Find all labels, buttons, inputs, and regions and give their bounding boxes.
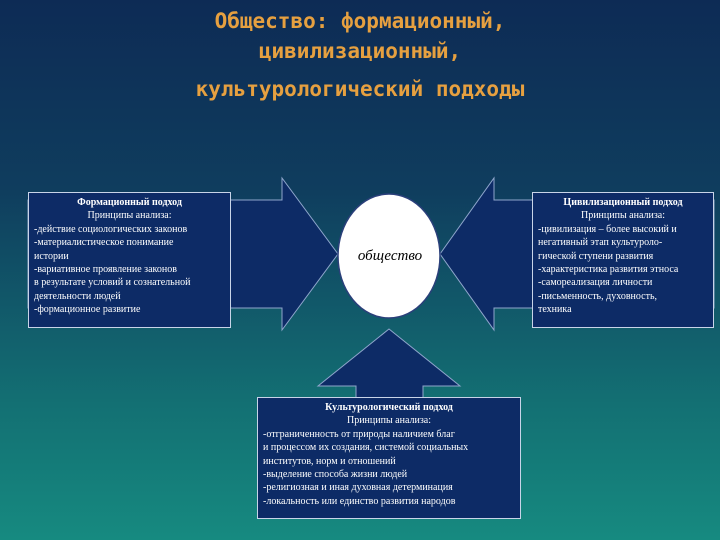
formation-line: -материалистическое понимание [34,237,174,249]
civilization-line: -самореализация личности [538,277,653,289]
culturological-line: -религиозная и иная духовная детерминация [263,482,453,494]
arrow-bottom-to-center [318,329,460,398]
culturological-heading: Культурологический подход [325,402,453,413]
formation-line: деятельности людей [34,290,121,302]
culturological-line: -выделение способа жизни людей [263,469,408,481]
civilization-line: негативный этап культуроло- [538,237,663,249]
civilization-line: -характеристика развития этноса [538,264,679,276]
formation-line: -формационное развитие [34,304,141,316]
formation-line: -вариативное проявление законов [34,264,177,276]
culturological-line: институтов, норм и отношений [263,455,396,467]
title-line-2: цивилизационный, [258,39,462,63]
title-line-3: культурологический подходы [195,77,525,101]
civilization-line: техника [538,304,572,316]
formation-line: в результате условий и сознательной [34,277,191,289]
formation-approach-box [28,192,231,328]
formation-line: -действие социологических законов [34,223,188,235]
civilization-heading: Цивилизационный подход [563,197,683,208]
culturological-line: и процессом их создания, системой социальных [263,442,469,454]
civilization-subheading: Принципы анализа: [580,210,666,222]
culturological-subheading: Принципы анализа: [346,415,432,427]
culturological-line: -отграниченность от природы наличием благ [263,428,455,440]
title-line-1: Общество: формационный, [214,9,506,33]
civilization-line: -письменность, духовность, [538,290,658,302]
culturological-approach-box [257,397,521,519]
formation-heading: Формационный подход [77,197,182,208]
civilization-line: гической ступени развития [538,250,654,262]
formation-line: истории [34,250,69,262]
civilization-approach-box [532,192,714,328]
civilization-line: -цивилизация – более высокий и [538,223,677,235]
formation-subheading: Принципы анализа: [87,210,172,222]
center-label: общество [357,248,423,264]
culturological-line: -локальность или единство развития народов [263,495,456,507]
